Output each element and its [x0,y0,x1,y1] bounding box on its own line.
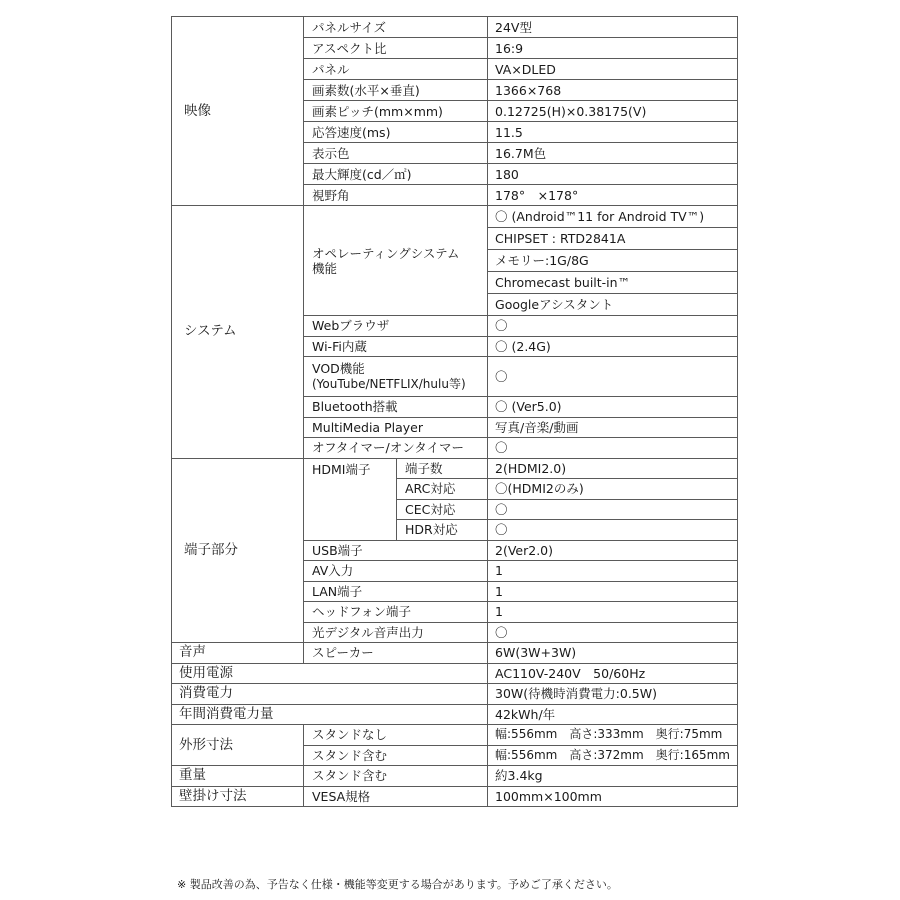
spec-value: 約3.4kg [488,766,738,787]
spec-value: 16:9 [488,38,738,59]
spec-value: 〇 (Android™11 for Android TV™) [488,206,738,228]
spec-value: 16.7M色 [488,143,738,164]
category-power-consumption: 消費電力 [172,684,488,705]
category-audio: 音声 [172,643,304,664]
vod-label [304,357,488,397]
vod-label-line2: (YouTube/NETFLIX/hulu等) [312,377,466,391]
spec-value: 1 [488,561,738,582]
spec-row [172,458,738,479]
spec-value: 写真/音楽/動画 [488,417,738,438]
spec-value: 0.12725(H)×0.38175(V) [488,101,738,122]
category-weight: 重量 [172,766,304,787]
spec-row [172,684,738,705]
spec-label: CEC対応 [397,499,488,520]
spec-value: 〇 [488,438,738,459]
spec-label: AV入力 [304,561,488,582]
spec-value: 42kWh/年 [488,704,738,725]
spec-label: 画素数(水平×垂直) [304,80,488,101]
hdmi-label: HDMI端子 [304,458,397,540]
os-label [304,206,488,316]
spec-value: 〇 (Ver5.0) [488,397,738,418]
spec-value: 幅:556mm 高さ:372mm 奥行:165mm [488,745,738,766]
category-annual-power: 年間消費電力量 [172,704,488,725]
spec-value: CHIPSET : RTD2841A [488,228,738,250]
spec-label: パネル [304,59,488,80]
spec-value: 24V型 [488,17,738,38]
spec-value: 1 [488,581,738,602]
category-video: 映像 [172,17,304,206]
os-label-line2: 機能 [312,260,338,276]
spec-label: 画素ピッチ(mm×mm) [304,101,488,122]
category-power-supply: 使用電源 [172,663,488,684]
spec-value: 〇 [488,520,738,541]
spec-value: VA×DLED [488,59,738,80]
spec-label: ヘッドフォン端子 [304,602,488,623]
category-dimensions: 外形寸法 [172,725,304,766]
spec-label: Webブラウザ [304,316,488,337]
spec-value: 178° ×178° [488,185,738,206]
os-label-line1: オペレーティングシステム [312,245,460,261]
spec-value: 〇 [488,499,738,520]
spec-label: 光デジタル音声出力 [304,622,488,643]
spec-label: アスペクト比 [304,38,488,59]
spec-value: Googleアシスタント [488,294,738,316]
spec-label: スタンド含む [304,745,488,766]
spec-row [172,206,738,228]
spec-label: スピーカー [304,643,488,664]
spec-value: 100mm×100mm [488,786,738,807]
spec-row [172,17,738,38]
spec-label: USB端子 [304,540,488,561]
spec-value: 幅:556mm 高さ:333mm 奥行:75mm [488,725,738,746]
spec-value: 30W(待機時消費電力:0.5W) [488,684,738,705]
spec-label: Bluetooth搭載 [304,397,488,418]
spec-label: Wi-Fi内蔵 [304,336,488,357]
spec-value: AC110V-240V 50/60Hz [488,663,738,684]
spec-label: HDR対応 [397,520,488,541]
spec-value: 1366×768 [488,80,738,101]
spec-value: 〇 [488,316,738,337]
spec-label: LAN端子 [304,581,488,602]
spec-row [172,766,738,787]
spec-label: 視野角 [304,185,488,206]
spec-table [171,16,738,807]
spec-value: 1 [488,602,738,623]
spec-value: 2(HDMI2.0) [488,458,738,479]
spec-label: スタンド含む [304,766,488,787]
spec-value: 180 [488,164,738,185]
spec-row [172,663,738,684]
category-terminals: 端子部分 [172,458,304,643]
spec-label: MultiMedia Player [304,417,488,438]
spec-row [172,725,738,746]
spec-label: 最大輝度(cd／㎡) [304,164,488,185]
spec-label: パネルサイズ [304,17,488,38]
spec-label: オフタイマー/オンタイマー [304,438,488,459]
category-wall-mount: 壁掛け寸法 [172,786,304,807]
spec-label: 応答速度(ms) [304,122,488,143]
category-system: システム [172,206,304,459]
spec-label: ARC対応 [397,479,488,500]
spec-value: メモリー:1G/8G [488,250,738,272]
footnote: ※ 製品改善の為、予告なく仕様・機能等変更する場合があります。予めご了承ください。 [177,878,618,891]
spec-value: 〇 [488,357,738,397]
spec-row [172,786,738,807]
spec-value: Chromecast built-in™ [488,272,738,294]
spec-label: スタンドなし [304,725,488,746]
spec-value: 〇(HDMI2のみ) [488,479,738,500]
spec-label: 表示色 [304,143,488,164]
spec-value: 2(Ver2.0) [488,540,738,561]
spec-value: 〇 (2.4G) [488,336,738,357]
spec-row [172,704,738,725]
spec-value: 11.5 [488,122,738,143]
spec-row [172,643,738,664]
spec-label: 端子数 [397,458,488,479]
vod-label-line1: VOD機能 [312,361,365,376]
spec-value: 〇 [488,622,738,643]
spec-value: 6W(3W+3W) [488,643,738,664]
spec-label: VESA規格 [304,786,488,807]
